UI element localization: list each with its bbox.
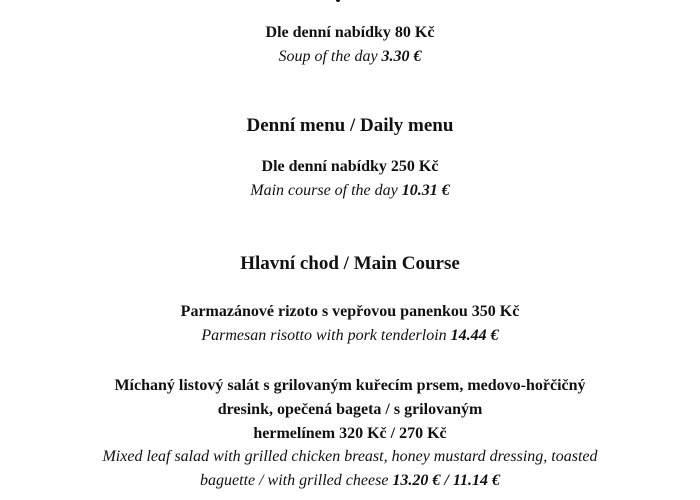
risotto-czech: Parmazánové rizoto s vepřovou panenkou 350 Kč: [180, 303, 520, 320]
daily-menu-heading: Denní menu / Daily menu: [246, 115, 454, 136]
daily-menu-english-label: Main course of the day: [250, 182, 398, 199]
main-course-heading: Hlavní chod / Main Course: [240, 253, 460, 274]
daily-menu-english-price: 10.31 €: [401, 182, 450, 199]
soup-english-price: 3.30 €: [381, 48, 422, 65]
risotto-english-label: Parmesan risotto with pork tenderloin: [201, 327, 447, 344]
daily-menu-czech: Dle denní nabídky 250 Kč: [261, 158, 439, 175]
risotto-english-price: 14.44 €: [450, 327, 499, 344]
cropped-section-heading: [0, 0, 700, 4]
salad-english-price: 13.20 € / 11.14 €: [392, 472, 500, 489]
cropped-glyph: [336, 0, 340, 2]
salad-czech-line-1: Míchaný listový salát s grilovaným kuřecím prsem, medovo-hořčičný: [114, 377, 586, 394]
salad-czech-line-2: dresink, opečená bageta / s grilovaným: [217, 401, 483, 418]
salad-czech-line-3: hermelínem 320 Kč / 270 Kč: [253, 425, 447, 442]
risotto-english: [0, 327, 700, 345]
soup-english-label: Soup of the day: [278, 48, 378, 65]
salad-english-line-1: Mixed leaf salad with grilled chicken breast, honey mustard dressing, toasted: [102, 448, 598, 465]
daily-menu-english: [0, 182, 700, 200]
soup-czech: Dle denní nabídky 80 Kč: [265, 24, 435, 41]
salad-english-line-2: [0, 472, 700, 490]
soup-english: [0, 48, 700, 66]
salad-english-label: baguette / with grilled cheese: [200, 472, 389, 489]
